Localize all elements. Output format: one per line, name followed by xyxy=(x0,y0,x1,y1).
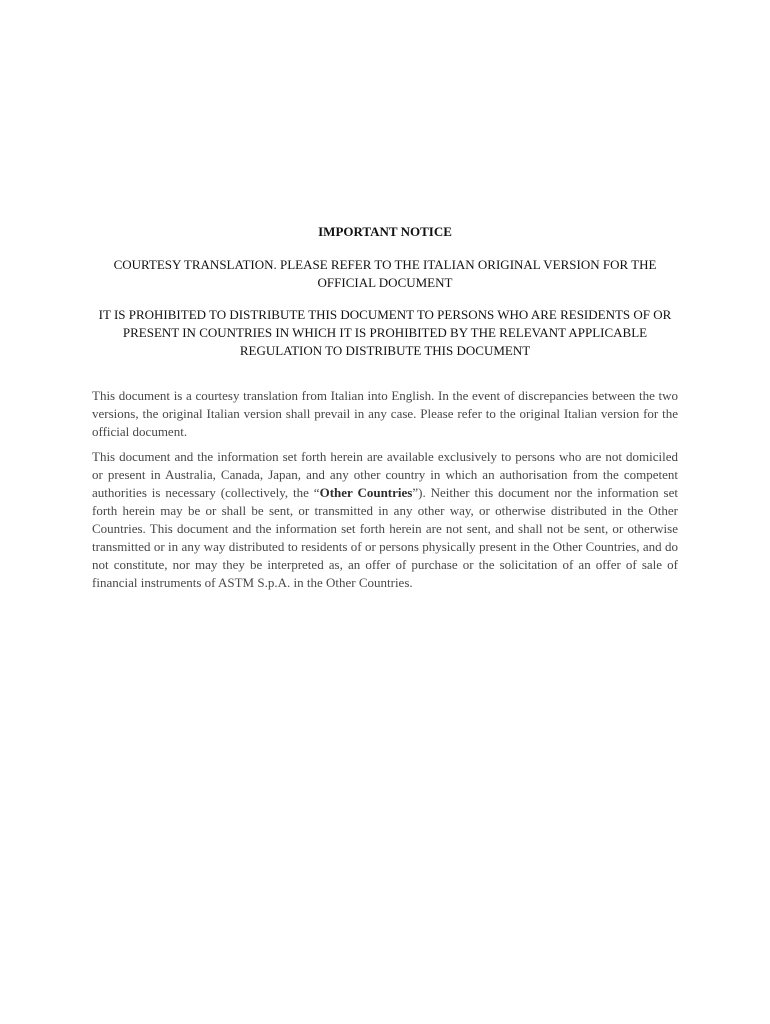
translation-disclaimer-paragraph: This document is a courtesy translation from Italian into English. In the event of discrepancies between the two versions, the original Italian version shall prevail in any case. Please refer to the original Italian version for the official document. xyxy=(92,388,678,439)
courtesy-translation-notice: COURTESY TRANSLATION. PLEASE REFER TO THE ITALIAN ORIGINAL VERSION FOR THE OFFICIAL DOCUMENT xyxy=(113,257,657,290)
restriction-text-after-term: ”). Neither this document nor the information set forth herein may be or shall be sent, or transmitted in any other way, or otherwise distributed in the Other Countries. This document and the information set forth herein are not sent, and shall not be sent, or otherwise transmitted or in any way distributed to residents of or persons physically present in the Other Countries, and do not constitute, nor may they be interpreted as, an offer of purchase or the solicitation of an offer of sale of financial instruments of ASTM S.p.A. in the Other Countries. xyxy=(92,485,678,590)
distribution-prohibition-notice: IT IS PROHIBITED TO DISTRIBUTE THIS DOCUMENT TO PERSONS WHO ARE RESIDENTS OF OR PRESENT IN COUNTRIES IN WHICH IT IS PROHIBITED BY THE RELEVANT APPLICABLE REGULATION TO DISTRIBUTE THIS DOCUMENT xyxy=(98,307,672,358)
notice-title: IMPORTANT NOTICE xyxy=(318,224,452,239)
distribution-restriction-paragraph xyxy=(92,448,678,592)
defined-term-other-countries: Other Countries xyxy=(319,485,413,500)
restriction-text-before-term: This document and the information set forth herein are available exclusively to persons who are not domiciled or present in Australia, Canada, Japan, and any other country in which an authorisation from the competent authorities is necessary (collectively, the “ xyxy=(92,449,678,500)
